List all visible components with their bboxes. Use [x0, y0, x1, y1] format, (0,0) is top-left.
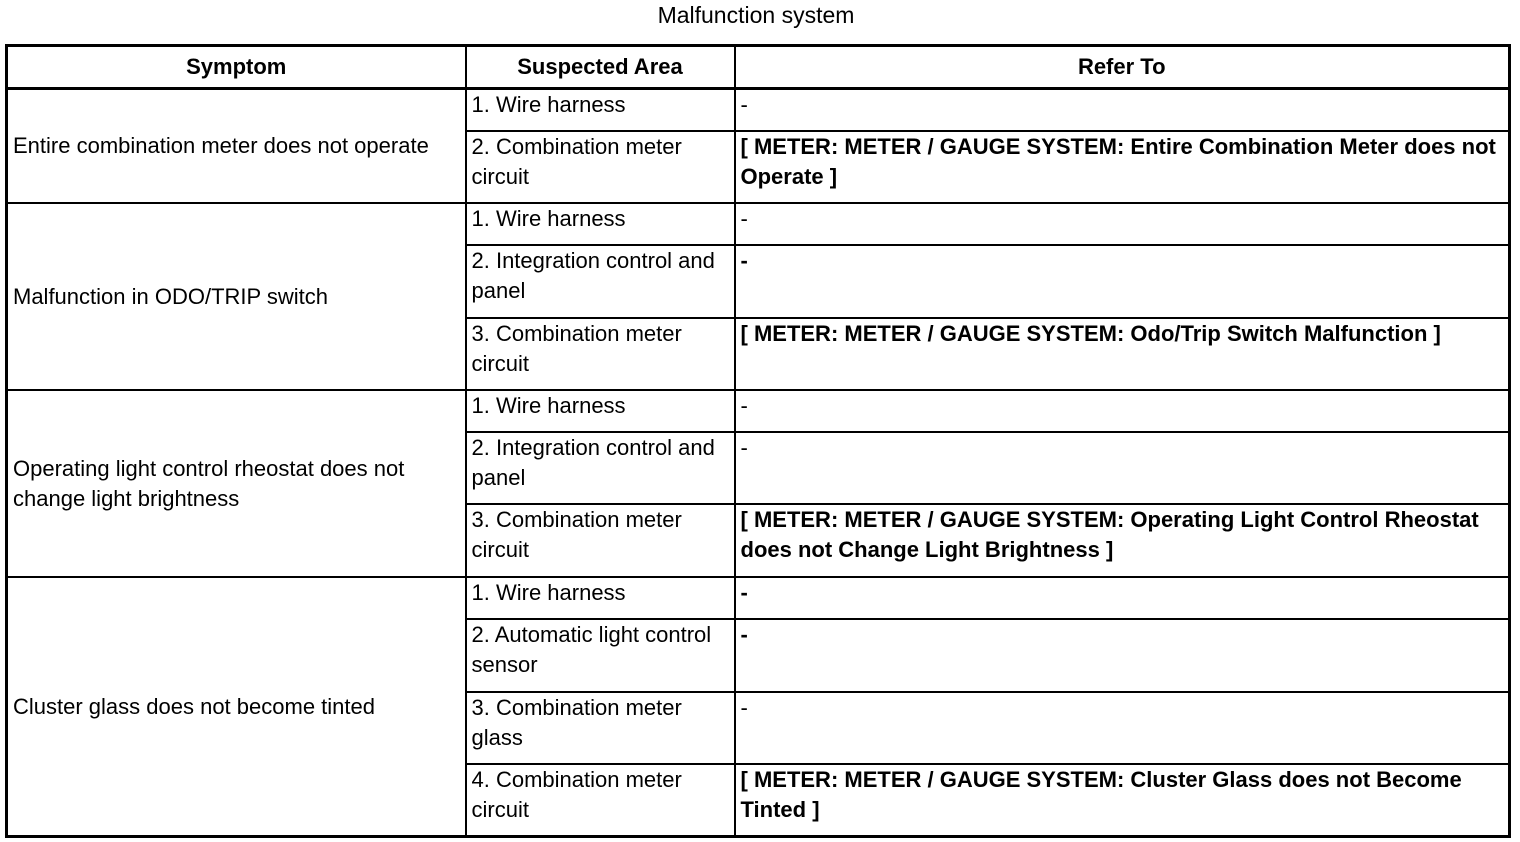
table-row: [7, 390, 1510, 432]
malfunction-table: [5, 44, 1511, 838]
table-caption: Malfunction system: [657, 2, 855, 28]
suspected-area-cell: 3. Combination meter circuit: [466, 318, 735, 390]
suspected-area-cell: 3. Combination meter glass: [466, 692, 735, 764]
refer-to-link[interactable]: [ METER: METER / GAUGE SYSTEM: Cluster Glass does not Become Tinted ]: [735, 764, 1510, 837]
suspected-area-cell: 2. Automatic light control sensor: [466, 619, 735, 691]
table-row: [7, 577, 1510, 619]
suspected-area-cell: 2. Integration control and panel: [466, 432, 735, 504]
refer-to-cell: -: [735, 577, 1510, 619]
symptom-cell: Malfunction in ODO/TRIP switch: [7, 203, 466, 389]
suspected-area-cell: 2. Integration control and panel: [466, 245, 735, 317]
refer-to-cell: -: [735, 203, 1510, 245]
refer-to-link[interactable]: [ METER: METER / GAUGE SYSTEM: Odo/Trip Switch Malfunction ]: [735, 318, 1510, 390]
refer-to-link[interactable]: [ METER: METER / GAUGE SYSTEM: Entire Combination Meter does not Operate ]: [735, 131, 1510, 203]
suspected-area-cell: 3. Combination meter circuit: [466, 504, 735, 577]
table-row: [7, 203, 1510, 245]
header-symptom: Symptom: [7, 46, 466, 89]
refer-to-cell: -: [735, 245, 1510, 317]
header-refer-to: Refer To: [735, 46, 1510, 89]
refer-to-cell: -: [735, 619, 1510, 691]
suspected-area-cell: 1. Wire harness: [466, 89, 735, 132]
table-row: [7, 89, 1510, 132]
header-row: [7, 46, 1510, 89]
suspected-area-cell: 1. Wire harness: [466, 390, 735, 432]
refer-to-cell: -: [735, 432, 1510, 504]
refer-to-cell: -: [735, 390, 1510, 432]
suspected-area-cell: 1. Wire harness: [466, 577, 735, 619]
refer-to-cell: -: [735, 692, 1510, 764]
symptom-cell: Operating light control rheostat does not change light brightness: [7, 390, 466, 577]
suspected-area-cell: 4. Combination meter circuit: [466, 764, 735, 837]
header-suspected-area: Suspected Area: [466, 46, 735, 89]
symptom-cell: Entire combination meter does not operate: [7, 89, 466, 204]
suspected-area-cell: 2. Combination meter circuit: [466, 131, 735, 203]
symptom-cell: Cluster glass does not become tinted: [7, 577, 466, 836]
refer-to-cell: -: [735, 89, 1510, 132]
suspected-area-cell: 1. Wire harness: [466, 203, 735, 245]
refer-to-link[interactable]: [ METER: METER / GAUGE SYSTEM: Operating Light Control Rheostat does not Change Light Brightness ]: [735, 504, 1510, 577]
